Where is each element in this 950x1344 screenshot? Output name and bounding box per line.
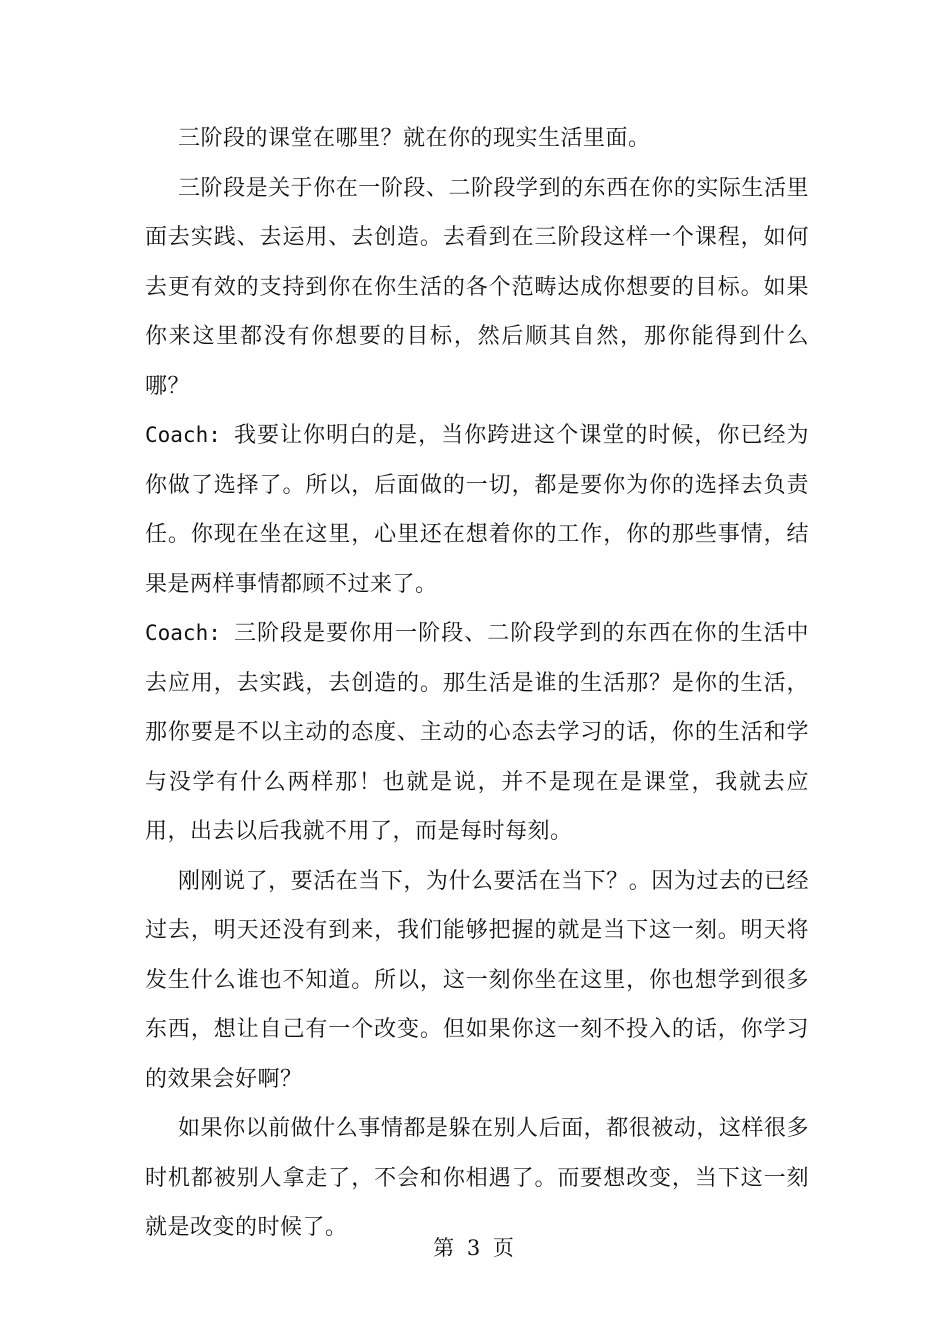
- paragraph: [145, 411, 809, 609]
- paragraph-text: 如果你以前做什么事情都是躲在别人后面，都很被动，这样很多时机都被别人拿走了，不会和你相遇了。而要想改变，当下这一刻就是改变的时候了。: [145, 1116, 809, 1240]
- speaker-label: Coach:: [145, 621, 235, 645]
- paragraph: [145, 609, 809, 857]
- paragraph-text: 刚刚说了，要活在当下，为什么要活在当下？。因为过去的已经过去，明天还没有到来，我们能够把握的就是当下这一刻。明天将发生什么谁也不知道。所以，这一刻你坐在这里，你也想学到很多东西，想让自己有一个改变。但如果你这一刻不投入的话，你学习的效果会好啊？: [145, 868, 809, 1092]
- paragraph: [145, 114, 809, 164]
- paragraph-text: 三阶段的课堂在哪里？就在你的现实生活里面。: [178, 126, 651, 151]
- paragraph-text: 我要让你明白的是，当你跨进这个课堂的时候，你已经为你做了选择了。所以，后面做的一切，都是要你为你的选择去负责任。你现在坐在这里，心里还在想着你的工作，你的那些事情，结果是两样事情都顾不过来了。: [145, 423, 809, 597]
- page-number: 第 3 页: [433, 1236, 517, 1260]
- paragraph-text: 三阶段是要你用一阶段、二阶段学到的东西在你的生活中去应用，去实践，去创造的。那生活是谁的生活那？是你的生活，那你要是不以主动的态度、主动的心态去学习的话，你的生活和学与没学有什么两样那！也就是说，并不是现在是课堂，我就去应用，出去以后我就不用了，而是每时每刻。: [145, 621, 809, 844]
- document-body: [145, 114, 809, 1253]
- paragraph: [145, 857, 809, 1105]
- paragraph: [145, 1104, 809, 1253]
- speaker-label: Coach:: [145, 423, 235, 447]
- paragraph: [145, 164, 809, 412]
- paragraph-text: 三阶段是关于你在一阶段、二阶段学到的东西在你的实际生活里面去实践、去运用、去创造。去看到在三阶段这样一个课程，如何去更有效的支持到你在你生活的各个范畴达成你想要的目标。如果你来这里都没有你想要的目标，然后顺其自然，那你能得到什么哪？: [145, 175, 809, 399]
